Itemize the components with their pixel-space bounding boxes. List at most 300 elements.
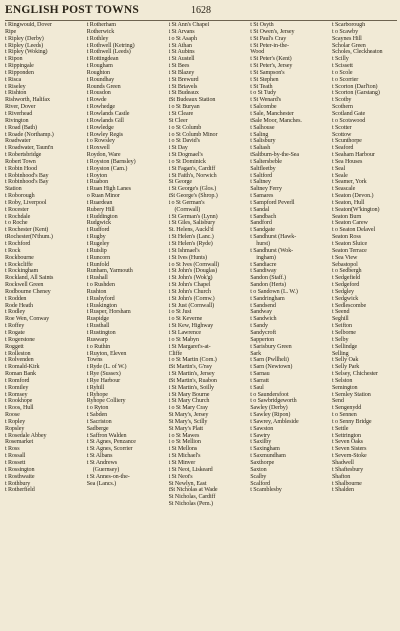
directory-entry: t St Margaret's-at-: [168, 343, 211, 350]
directory-entry: o Ruan Minor: [86, 193, 120, 200]
directory-entry: t Rodley: [5, 309, 26, 316]
directory-entry: Sea (Lancs.): [86, 480, 117, 487]
directory-entry: St Nicholas (Pem.): [168, 501, 213, 508]
directory-entry: tSaltburn-by-the-Sea: [250, 152, 300, 159]
directory-entry: t Rothwell (Leeds): [86, 49, 131, 56]
directory-entry: t St John's (Douglas): [168, 268, 218, 275]
directory-entry: t Sengenydd: [332, 405, 362, 412]
directory-entry: t Shalbourne: [332, 480, 362, 487]
directory-entry: t St Cleare: [168, 110, 194, 117]
directory-entry: t Rossington: [5, 466, 35, 473]
directory-entry: t Romald-Kirk: [5, 364, 40, 371]
directory-entry: t Shaftesbury: [332, 466, 364, 473]
directory-entry: Seghill: [332, 316, 349, 323]
directory-entry: t Selston: [332, 377, 353, 384]
directory-entry: t St Annes-on-the-: [86, 473, 130, 480]
directory-entry: t Sandringham: [250, 295, 285, 302]
directory-entry: Towns: [86, 357, 103, 364]
directory-entry: t Rochford: [5, 241, 31, 247]
directory-entry: t Road (Bath): [5, 124, 37, 131]
directory-entry: t Romsey: [5, 391, 28, 398]
directory-entry: t St John's Chapel: [168, 282, 211, 289]
directory-entry: t Rippingale: [5, 63, 34, 70]
directory-entry: t Rockingham: [5, 268, 39, 275]
directory-entry: t St Agnes, Penzance: [86, 439, 136, 446]
directory-entry: t Robertsbridge: [5, 152, 42, 159]
directory-entry: t St Peter's, Jersey: [250, 63, 293, 70]
directory-entry: t Severn-Stoke: [332, 453, 367, 460]
directory-entry: Sawley (Derby): [250, 405, 288, 412]
directory-entry: t o St Mary Cray: [168, 405, 208, 412]
directory-entry: t o Saundersfoot: [250, 391, 289, 398]
directory-entry: t Saltford: [250, 172, 273, 179]
directory-entry: t o Ryton: [86, 405, 109, 412]
directory-entry: t Robinhood's Bay: [5, 179, 49, 186]
directory-entry: St Mary's, Jersey: [168, 412, 209, 419]
directory-entry: Sandon (Staff.): [250, 275, 286, 282]
directory-entry: t St Arvans: [168, 28, 195, 35]
directory-entry: t St Martin's, Jersey: [168, 371, 215, 378]
directory-entry: Roe Wen, Conway: [5, 316, 50, 323]
directory-entry: t St Faith's, Norwich: [168, 172, 217, 179]
directory-entry: St Mary's Platt: [168, 425, 203, 432]
directory-entry: t Romford: [5, 377, 30, 384]
directory-entry: Rushton: [86, 288, 107, 295]
directory-entry: t Saling: [250, 131, 269, 138]
directory-entry: t Rolvenden: [5, 357, 34, 364]
directory-entry: Saxton: [250, 466, 267, 473]
directory-entry: t St Agnes, Scorrier: [86, 446, 133, 453]
directory-entry: t Seaton(W'kington): [332, 206, 380, 213]
directory-entry: t Scotby: [332, 97, 352, 104]
directory-entry: t o St Columb: [168, 124, 202, 131]
directory-entry: (Guernsey): [92, 466, 120, 473]
directory-entry: t Seven Oaks: [332, 439, 363, 446]
directory-entry: t o St Dominick: [168, 158, 206, 165]
directory-entry: t Sawrey, Ambleside: [250, 418, 299, 425]
directory-entry: t St Minver: [168, 460, 196, 466]
directory-entry: t Sandsend: [250, 302, 276, 309]
directory-entry: t Seaton, Hull: [332, 199, 365, 206]
directory-entry: t Rushall: [86, 275, 108, 282]
directory-entry: Roydon, Ware: [86, 152, 121, 159]
directory-entry: Shadwell: [332, 460, 354, 466]
directory-entry: Ryhope Colliery: [86, 398, 126, 405]
directory-entry: t Robinhood's Bay: [5, 172, 49, 179]
running-title: ENGLISH POST TOWNS: [5, 4, 139, 16]
directory-entry: Scholes, Cleckheaton: [332, 49, 383, 56]
directory-entry: Seaton Terrace: [332, 247, 367, 254]
directory-entry: t o Roche: [5, 220, 28, 227]
directory-entry: tSt Martin's, Ruabon: [168, 377, 217, 384]
directory-entry: t Rowlands Castle: [86, 110, 130, 117]
directory-entry: t Rushyford: [86, 295, 115, 302]
directory-entry: Selling: [332, 350, 349, 357]
directory-entry: t Rogerstone: [5, 336, 35, 343]
directory-entry: t St Ann's Chapel: [168, 22, 210, 28]
directory-entry: t Saltash: [250, 145, 271, 152]
directory-entry: t o Scotswood: [332, 117, 366, 124]
directory-entry: t o St Mellion: [168, 439, 201, 446]
directory-entry: t Selby: [332, 336, 349, 343]
directory-entry: t Royston (Cam.): [86, 165, 128, 172]
directory-entry: t St Fagan's, Cardiff: [168, 165, 216, 172]
directory-column-3: [169, 22, 234, 508]
directory-column-1: [5, 22, 70, 508]
directory-entry: t Selly Park: [332, 364, 360, 371]
directory-entry: Sark: [250, 350, 262, 357]
directory-entry: t Rowhedge: [86, 104, 116, 111]
directory-entry: Rubery Hill: [86, 206, 115, 213]
directory-entry: t Riverhead: [5, 110, 33, 117]
directory-entry: t St Giles, Salisbury: [168, 220, 216, 227]
directory-entry: t St German's (Lynn): [168, 213, 218, 220]
directory-entry: Sebastopol: [332, 261, 358, 268]
directory-entry: t Roby, Liverpool: [5, 199, 47, 206]
directory-entry: t Samares: [250, 193, 274, 200]
directory-entry: t Roxwell: [86, 145, 110, 152]
directory-entry: t St Stephen: [250, 76, 279, 83]
directory-entry: t Ryde (L. of W.): [86, 364, 127, 371]
directory-entry: t St Bees: [168, 63, 190, 70]
directory-entry: t Sandiway: [250, 268, 277, 275]
directory-entry: Sadberge: [86, 425, 109, 432]
directory-entry: tSt Nicholas at Wade: [168, 487, 218, 494]
directory-entry: t St John's Church: [168, 288, 211, 295]
directory-entry: t o St Just: [168, 309, 192, 316]
directory-entry: t o St David's: [168, 138, 200, 145]
directory-entry: Robert Town: [5, 158, 36, 165]
directory-entry: t Romiley: [5, 384, 29, 391]
directory-entry: River, Dover: [5, 104, 36, 111]
directory-entry: Sandycroft: [250, 329, 276, 336]
directory-entry: t Scotter: [332, 124, 352, 131]
directory-entry: t Rudford: [86, 227, 110, 234]
directory-entry: t Sea View: [332, 254, 358, 261]
directory-entry: t St Mary Bourne: [168, 391, 210, 398]
directory-entry: t Scissett: [332, 63, 353, 70]
directory-entry: t Seascale: [332, 186, 356, 193]
directory-entry: t St Helen's (Lanc.): [168, 234, 214, 241]
directory-entry: t Rusper, Horsham: [86, 309, 131, 316]
directory-column-5: [332, 22, 397, 508]
directory-entry: t Sawston: [250, 425, 274, 432]
directory-entry: t Ruabon: [86, 179, 109, 186]
directory-entry: t Saltersbeble: [250, 158, 282, 165]
directory-entry: t Sedgeford: [332, 282, 360, 289]
directory-entry: t Sampford Peverll: [250, 199, 295, 206]
directory-entry: t Rochdale: [5, 213, 31, 220]
directory-entry: t Royton: [86, 172, 108, 179]
directory-entry: t o St Tudy: [250, 90, 277, 97]
directory-entry: t o St Mabyn: [168, 336, 199, 343]
directory-entry: St George: [168, 179, 193, 186]
directory-entry: Scotland Gate: [332, 110, 366, 117]
directory-entry: t o St Buryan: [168, 104, 200, 111]
directory-entry: t Sellindge: [332, 343, 358, 350]
directory-entry: t Scorton (Darl'ton): [332, 83, 378, 90]
directory-entry: t St Neot, Liskeard: [168, 466, 213, 473]
directory-entry: t o St Mawes: [168, 432, 200, 439]
directory-entry: Saltney Ferry: [250, 186, 282, 193]
directory-entry: t Rousdon: [86, 90, 111, 97]
directory-entry: t o Seaton Delavel: [332, 227, 376, 234]
directory-entry: t Ruardean: [86, 199, 113, 206]
directory-entry: Seaton Burn: [332, 213, 362, 220]
directory-entry: t St Mary Church: [168, 398, 210, 405]
directory-entry: t Seaford: [332, 145, 354, 152]
directory-entry: t Sandiacre: [250, 261, 277, 268]
directory-entry: t Seaton Carew: [332, 220, 368, 227]
directory-entry: t Selly Oak: [332, 357, 359, 364]
directory-entry: t o Rowsley: [86, 138, 115, 145]
directory-entry: tRochester(N'thum.): [5, 234, 53, 241]
directory-entry: t Risca: [5, 76, 22, 83]
directory-entry: t St Sampson's: [250, 69, 285, 76]
directory-entry: t o Rushden: [86, 282, 115, 289]
directory-entry: t Sarn (Newtown): [250, 364, 293, 371]
directory-entry: Ruswarp: [86, 336, 108, 343]
directory-entry: t Rocester: [5, 206, 29, 213]
directory-entry: t Saul: [250, 384, 264, 391]
directory-entry: t Rodden: [5, 295, 27, 302]
directory-entry: t Sandal: [250, 206, 270, 213]
directory-entry: t Ruan High Lanes: [86, 186, 131, 193]
directory-entry: Saxthorpe: [250, 460, 275, 466]
directory-entry: t Robin Hood: [5, 165, 37, 172]
directory-entry: t Rotherfield: [5, 487, 35, 494]
directory-entry: t Sarratt: [250, 377, 269, 384]
directory-entry: tSt George's (Shrop.): [168, 193, 218, 200]
directory-entry: t Seal: [332, 165, 346, 172]
directory-entry: t St Austell: [168, 56, 195, 63]
directory-entry: Send: [332, 398, 344, 405]
directory-entry: t St Helen's (Ryde): [168, 241, 213, 247]
directory-entry: t Ryhope: [86, 391, 108, 398]
directory-entry: t Sedgwick: [332, 295, 359, 302]
directory-entry: t Sarnau: [250, 371, 270, 378]
directory-entry: t Rottingdean: [86, 56, 119, 63]
directory-entry: t Settrington: [332, 432, 361, 439]
directory-entry: tSale Moor, Manches.: [250, 117, 302, 124]
directory-entry: t o St Asaph: [168, 35, 197, 42]
directory-entry: t o Scorrier: [332, 76, 359, 83]
directory-entry: t St Martin's, Soilly: [168, 384, 214, 391]
directory-entry: t Seend: [332, 309, 350, 316]
directory-entry: Scholar Green: [332, 42, 366, 49]
directory-entry: St Cleer: [168, 117, 188, 124]
directory-entry: t o St German's: [168, 199, 205, 206]
directory-entry: t Sawtry: [250, 432, 270, 439]
directory-entry: Rockbourne: [5, 254, 34, 261]
directory-entry: t Ripley (Leeds): [5, 42, 43, 49]
directory-entry: Rishworth, Halifax: [5, 97, 50, 104]
directory-entry: Ropsley: [5, 425, 25, 432]
directory-entry: t Rowledge: [86, 124, 114, 131]
directory-entry: Shafton: [332, 473, 351, 480]
directory-entry: t Roborough: [5, 193, 35, 200]
directory-entry: t Royston (Barnsley): [86, 158, 136, 165]
directory-entry: t St Budeaux: [168, 90, 199, 97]
directory-entry: t Seale: [332, 172, 348, 179]
directory-entry: Semington: [332, 384, 358, 391]
directory-entry: Scalby: [250, 473, 267, 480]
page-header: [5, 4, 397, 18]
directory-entry: Sandon (Herts): [250, 282, 286, 289]
directory-entry: t St Aubins: [168, 49, 195, 56]
directory-entry: St. Helens, Auckl'd: [168, 227, 214, 234]
directory-entry: t Rugby: [86, 234, 106, 241]
directory-entry: Scothern: [332, 104, 353, 111]
directory-entry: Sandford: [250, 220, 272, 227]
directory-entry: Roadwater: [5, 138, 31, 145]
directory-column-2: [87, 22, 152, 508]
directory-entry: t Sacriston: [86, 418, 112, 425]
directory-entry: t Rye Harbour: [86, 377, 121, 384]
directory-entry: t Rosthwaite: [5, 473, 35, 480]
directory-entry: t Ripley (Derby): [5, 35, 44, 42]
page-number: 1628: [191, 5, 211, 16]
directory-entry: t Roffey: [5, 323, 25, 330]
directory-entry: t Rustington: [86, 329, 116, 336]
directory-entry: St Mary's, Scilly: [168, 418, 208, 425]
directory-entry: t Ripley (Woking): [5, 49, 48, 56]
directory-entry: Scottow: [332, 131, 352, 138]
directory-entry: t o Sandown (L. W.): [250, 288, 298, 295]
directory-entry: t St Albans: [86, 453, 113, 460]
directory-entry: t St Day: [168, 145, 188, 152]
directory-entry: t o Ruthin: [86, 343, 111, 350]
directory-entry: t St Peter-in-the-: [250, 42, 289, 49]
directory-entry: t Sale, Manchester: [250, 110, 294, 117]
directory-entry: t Sarn (Pwllheli): [250, 357, 289, 364]
directory-entry: t Roos, Hull: [5, 405, 34, 412]
directory-entry: t St Kew, Highway: [168, 323, 214, 330]
directory-entry: t Rowde: [86, 97, 107, 104]
directory-entry: t o Scawby: [332, 28, 359, 35]
directory-entry: Seaton Ross: [332, 234, 361, 241]
directory-entry: t Rochester (Kent): [5, 227, 49, 234]
directory-entry: t Rishton: [5, 90, 27, 97]
directory-column-4: [250, 22, 315, 508]
directory-entry: t o St Ives (Cornwall): [168, 261, 220, 268]
directory-entry: t Rossett: [5, 460, 26, 466]
directory-entry: t o Sedbergh: [332, 268, 362, 275]
directory-entry: Wood: [250, 49, 265, 56]
directory-entry: t Salisbury: [250, 138, 276, 145]
directory-entry: Rosemarket: [5, 439, 34, 446]
directory-entry: t Rosedale Abbey: [5, 432, 47, 439]
directory-entry: Sandway: [250, 309, 272, 316]
directory-entry: Rode Heath: [5, 302, 33, 309]
directory-entry: t Sarisbury Green: [250, 343, 292, 350]
directory-entry: Scaynes Hill: [332, 35, 362, 42]
directory-entry: t Rockcliffe: [5, 261, 33, 268]
directory-entry: t Semley Station: [332, 391, 371, 398]
directory-entry: Rotherwick: [86, 28, 115, 35]
directory-entry: Sapperton: [250, 336, 275, 343]
directory-entry: t Scorton (Garstang): [332, 90, 380, 97]
directory-entry: t Selsey, Chichester: [332, 371, 378, 378]
directory-entry: t Ripon: [5, 56, 23, 63]
directory-entry: t St Brewurd: [168, 76, 199, 83]
directory-entry: t St Osyth: [250, 22, 274, 28]
directory-entry: t Rusthall: [86, 323, 110, 330]
directory-entry: t St Mellons: [168, 446, 198, 453]
directory-entry: t Rotherham: [86, 22, 116, 28]
directory-entry: t o Sawbridgeworth: [250, 398, 297, 405]
directory-entry: t Rothley: [86, 35, 109, 42]
directory-entry: tSt Budeaux Station: [168, 97, 216, 104]
directory-entry: t Ruskington: [86, 302, 117, 309]
directory-entry: t Salhouse: [250, 124, 275, 131]
directory-entry: Roman Bank: [5, 371, 36, 378]
directory-columns: [5, 20, 397, 508]
directory-entry: t Scarborough: [332, 22, 366, 28]
directory-entry: t St George's (Glos.): [168, 186, 217, 193]
directory-entry: Rudgwick: [86, 220, 112, 227]
directory-entry: t Ringwould, Dover: [5, 22, 52, 28]
directory-entry: t Saxilby: [250, 439, 272, 446]
directory-entry: Station: [5, 186, 22, 193]
directory-entry: t Scilly: [332, 56, 349, 63]
directory-entry: t Rock: [5, 247, 21, 254]
directory-entry: t Rowley Regis: [86, 131, 123, 138]
directory-entry: t Runcorn: [86, 254, 111, 261]
directory-entry: t Rougham: [86, 63, 113, 70]
directory-entry: t Rye (Sussex): [86, 371, 121, 378]
directory-entry: t Shalden: [332, 487, 354, 494]
directory-entry: t St Paul's Cray: [250, 35, 287, 42]
directory-entry: t Sandwich: [250, 316, 277, 323]
directory-entry: t Seven Sisters: [332, 446, 367, 453]
directory-entry: St Newlyn, East: [168, 480, 207, 487]
directory-entry: t Saxmundham: [250, 453, 286, 460]
directory-entry: Rivington: [5, 117, 29, 124]
directory-entry: t Scamblesby: [250, 487, 282, 494]
directory-entry: t Sandgate: [250, 227, 275, 234]
directory-entry: t Rothwell (Ketring): [86, 42, 135, 49]
directory-entry: t Seaton (Devon.): [332, 193, 374, 200]
directory-entry: t Runfold: [86, 261, 110, 268]
directory-entry: t St Teath: [250, 83, 273, 90]
directory-entry: St Nicholas, Cardiff: [168, 494, 216, 501]
directory-entry: t St Peter's (Kent): [250, 56, 292, 63]
directory-entry: t St Briavels: [168, 83, 198, 90]
directory-entry: Ruspidge: [86, 316, 109, 323]
directory-entry: t Saxingham: [250, 446, 280, 453]
directory-entry: t St John's (Cornw.): [168, 295, 215, 302]
directory-entry: t Seaham Harbour: [332, 152, 375, 159]
directory-entry: t Sandhurst (Wok-: [250, 247, 294, 254]
directory-entry: t Saffron Walden: [86, 432, 127, 439]
directory-entry: Roughton: [86, 69, 110, 76]
directory-entry: t Saltney: [250, 179, 271, 186]
directory-entry: ingham): [256, 254, 276, 261]
directory-entry: t Rogate: [5, 329, 25, 336]
directory-entry: t Sawley (Ripon): [250, 412, 291, 419]
directory-entry: t St John's (Wok'g): [168, 275, 213, 282]
directory-entry: t Riseley: [5, 83, 26, 90]
directory-entry: t Roadwater, Taunt'n: [5, 145, 54, 152]
directory-entry: t Ripponden: [5, 69, 34, 76]
directory-entry: t Roundhay: [86, 76, 115, 83]
directory-entry: Roggett: [5, 343, 24, 350]
directory-entry: (Cornwall): [174, 206, 201, 213]
directory-entry: t St Ives (Hunts): [168, 254, 207, 261]
directory-entry: t Ross: [5, 446, 20, 453]
directory-entry: hurst): [256, 241, 270, 247]
